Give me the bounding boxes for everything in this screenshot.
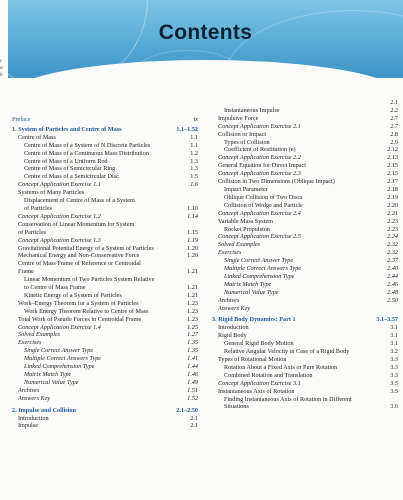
toc-entry-page: 2.12 [387, 146, 398, 154]
toc-entry-page: 3.3 [390, 356, 398, 363]
page-title: Contents [158, 21, 253, 44]
toc-entry-page: 3.1–3.57 [376, 316, 398, 324]
toc-entry-page: 3.5 [390, 379, 398, 387]
toc-entry-title: Centre of Mass of a Uniform Rod [24, 157, 108, 165]
toc-entry-page: 2.9 [390, 138, 398, 146]
toc-entry-title: Oblique Collision of Two Discs [224, 193, 303, 201]
toc-entry[interactable] [12, 331, 198, 339]
toc-entry-page: 2.1 [190, 414, 198, 422]
toc-entry[interactable] [12, 181, 198, 189]
toc-entry[interactable] [212, 131, 398, 139]
toc-entry-title: Instantaneous Axis of Rotation [218, 387, 295, 395]
toc-entry-page: 2.37 [387, 257, 398, 265]
toc-entry[interactable] [12, 292, 198, 300]
toc-entry[interactable] [12, 395, 198, 403]
toc-entry-title: Types of Rotational Motion [218, 356, 287, 363]
toc-entry-page: 3.2 [390, 348, 398, 356]
toc-entry-title: Rotation About a Fixed Axis or Pure Rotation [224, 363, 338, 371]
toc-entry-page: 1.21 [187, 284, 198, 292]
toc-entry-page: 2.17 [387, 178, 398, 186]
toc-entry-page: 1.23 [187, 299, 198, 307]
toc-entry-title: Systems of Many Particles [18, 189, 85, 197]
toc-entry-title: Centre of Mass of a System of N Discrete Particles [24, 141, 151, 149]
toc-entry-title: Displacement of Centre of Mass of a System [24, 197, 135, 205]
toc-entry-title: Concept Application Exercise 1.1 [18, 181, 101, 189]
toc-entry-page: 2.24 [387, 233, 398, 241]
toc-entry-page: 2.8 [390, 130, 398, 138]
toc-entry-title: Total Work of Pseudo Forces in Centroidal Frame [18, 315, 142, 323]
toc-entry[interactable] [12, 150, 198, 158]
toc-entry-page: 1.23 [187, 315, 198, 323]
toc-entry[interactable] [12, 415, 198, 423]
toc-entry-title: Combined Rotation and Translation [224, 371, 313, 379]
toc-entry-title: Rigid Body [218, 332, 247, 340]
toc-entry[interactable] [12, 173, 198, 181]
toc-entry[interactable] [212, 265, 398, 273]
toc-entry[interactable] [212, 99, 398, 107]
toc-entry[interactable] [12, 260, 198, 268]
toc-entry[interactable] [212, 364, 398, 372]
toc-entry[interactable] [12, 165, 198, 173]
toc-entry-page: 1.6 [190, 181, 198, 189]
toc-entry[interactable] [12, 221, 198, 229]
toc-entry-page: 1.52 [187, 394, 198, 402]
toc-entry-title: Gravitational Potential Energy of a System of Particles [18, 244, 154, 252]
toc-entry-title: Situations [224, 403, 249, 411]
toc-entry-title: Concept Application Exercise 2.2 [218, 154, 301, 162]
toc-entry[interactable] [12, 134, 198, 142]
toc-entry[interactable] [212, 233, 398, 241]
toc-entry[interactable] [212, 356, 398, 364]
toc-entry[interactable] [212, 241, 398, 249]
toc-entry-page: 2.7 [390, 122, 398, 130]
toc-entry-title: to Centre of Mass Frame [24, 284, 86, 292]
toc-entry[interactable] [212, 154, 398, 162]
toc-entry-title: Linked Comprehension Type [24, 363, 95, 371]
toc-entry[interactable] [12, 363, 198, 371]
toc-entry[interactable] [212, 297, 398, 305]
toc-entry[interactable] [12, 347, 198, 355]
toc-entry-page: 1.2 [190, 149, 198, 157]
toc-entry-title: Centre of Mass of a Continuous Mass Distribution [24, 149, 149, 157]
toc-entry-page: 1.1 [190, 133, 198, 141]
toc-entry[interactable] [212, 305, 398, 313]
toc-entry[interactable] [12, 189, 198, 197]
toc-entry-page: 2.15 [387, 162, 398, 170]
edge-mark: 6 [0, 73, 3, 78]
toc-entry-page: 3.1 [390, 332, 398, 340]
toc-entry-page: 3.3 [390, 371, 398, 379]
toc-entry-title: Preface [12, 116, 31, 123]
toc-entry-page: 2.2 [390, 106, 398, 114]
toc-entry-page: 2.23 [387, 217, 398, 225]
toc-entry-title: Answers Key [218, 304, 251, 312]
toc-entry-page: 3.1 [390, 324, 398, 332]
toc-entry-title: Kinetic Energy of a System of Particles [24, 291, 122, 299]
toc-entry-page: 2.1 [190, 422, 198, 430]
toc-entry[interactable] [212, 170, 398, 178]
toc-entry-title: Impulse [18, 422, 38, 430]
toc-entry-page: 1.20 [187, 244, 198, 252]
toc-entry-page: 2.18 [387, 185, 398, 193]
toc-chapter-heading[interactable] [12, 126, 198, 134]
toc-right-column [212, 99, 398, 411]
toc-chapter-heading[interactable] [212, 316, 398, 324]
toc-entry-title: Multiple Correct Answers Type [224, 265, 302, 273]
toc-entry-title: Concept Application Exercise 1.3 [18, 236, 101, 244]
edge-mark: ε [0, 59, 3, 64]
toc-entry[interactable] [12, 324, 198, 332]
toc-entry-page: 2.40 [387, 265, 398, 273]
toc-entry[interactable] [212, 226, 398, 234]
toc-entry-title: Concept Application Exercise 2.3 [218, 170, 301, 178]
toc-entry-title: Matrix Match Type [224, 280, 272, 288]
toc-entry[interactable] [212, 273, 398, 281]
toc-entry-title: Coefficient of Restitution (e) [224, 146, 296, 154]
toc-entry[interactable] [12, 252, 198, 260]
toc-entry-title: Finding Instantaneous Axis of Rotation in Different [224, 395, 352, 403]
toc-entry-title: Archives [18, 386, 40, 394]
toc-entry-list [12, 126, 198, 430]
toc-entry-title: Solved Examples [18, 331, 61, 339]
toc-entry-page: 1.15 [187, 228, 198, 236]
toc-entry-title: Concept Application Exercise 2.4 [218, 209, 301, 217]
toc-entry[interactable] [12, 422, 198, 430]
toc-entry-page: 1.27 [187, 331, 198, 339]
toc-entry[interactable] [212, 218, 398, 226]
toc-left-column [12, 111, 198, 430]
toc-entry-page: 2.44 [387, 272, 398, 280]
toc-entry-title: of Particles [24, 204, 53, 212]
toc-entry-title: Centre of Mass Frame of Reference or Centroidal [18, 260, 141, 268]
toc-entry-title: Collision or Impact [218, 130, 267, 138]
toc-entry-page: 1.1–1.52 [176, 125, 198, 133]
toc-entry-title: Variable Mass System [218, 217, 273, 225]
toc-entry-page: 2.13 [387, 154, 398, 162]
toc-entry-title: Linked Comprehension Type [224, 272, 295, 280]
toc-entry-preface[interactable] [12, 116, 198, 124]
toc-entry[interactable] [12, 387, 198, 395]
toc-entry-title: Concept Application Exercise 2.1 [218, 122, 301, 130]
toc-entry[interactable] [12, 213, 198, 221]
toc-entry[interactable] [12, 229, 198, 237]
toc-entry-page: 1.14 [187, 212, 198, 220]
toc-entry[interactable] [212, 194, 398, 202]
toc-entry[interactable] [12, 197, 198, 205]
toc-entry-title: Introduction [18, 414, 49, 422]
toc-entry-title: 1. System of Particles and Centre of Mass [12, 125, 122, 133]
toc-entry-page: 1.46 [187, 371, 198, 378]
toc-entry-page: 1.5 [190, 173, 198, 181]
toc-entry[interactable] [12, 355, 198, 363]
toc-entry-page: 2.21 [387, 209, 398, 217]
toc-entry-page: 1.19 [187, 236, 198, 244]
toc-entry-page: 2.48 [387, 288, 398, 296]
toc-entry[interactable] [12, 284, 198, 292]
toc-entry[interactable] [12, 379, 198, 387]
toc-entry-title: Centre of Mass of a Semicircular Disc [24, 173, 119, 181]
toc-entry[interactable] [212, 396, 398, 404]
toc-entry-page: 1.51 [187, 386, 198, 394]
toc-entry-title: Solved Examples [218, 241, 261, 249]
toc-entry-list [212, 99, 398, 411]
toc-entry-page: 2.1 [390, 99, 398, 106]
toc-entry-page: 2.50 [387, 296, 398, 304]
toc-entry-page: 2.20 [387, 201, 398, 209]
toc-entry-page: 1.25 [187, 323, 198, 331]
toc-entry-title: Concept Application Exercise 3.1 [218, 379, 301, 387]
toc-entry[interactable] [12, 276, 198, 284]
toc-entry-title: Instantaneous Impulse [224, 106, 280, 114]
toc-entry-page: 1.41 [187, 355, 198, 363]
toc-entry-title: Mechanical Energy and Non-Conservative Force [18, 252, 140, 260]
toc-entry-title: Numerical Value Type [224, 288, 279, 296]
toc-entry-title: Exercises [18, 339, 42, 347]
toc-entry-title: Rocket Propulsion [224, 225, 270, 233]
toc-entry-title: Linear Momentum of Two Particles System Relative [24, 276, 155, 284]
toc-entry-title: of Particles [18, 228, 47, 236]
toc-entry-page: 3.6 [390, 403, 398, 411]
toc-entry-title: Single Correct Answer Type [224, 257, 294, 265]
contents-banner [8, 0, 403, 78]
toc-entry-title: Concept Application Exercise 1.4 [18, 323, 101, 331]
toc-entry-title: Work Energy Theorem Relative to Centre of Mass [24, 307, 149, 315]
toc-entry[interactable] [12, 245, 198, 253]
toc-entry-page: 1.1 [190, 141, 198, 149]
toc-entry-page: 3.3 [390, 363, 398, 371]
toc-entry-title: Impact Parameter [224, 185, 268, 193]
toc-entry-page: 2.46 [387, 280, 398, 288]
toc-entry[interactable] [212, 348, 398, 356]
toc-entry-title: Frame [18, 268, 34, 276]
toc-entry-title: 2. Impulse and Collision [12, 406, 76, 414]
toc-entry[interactable] [212, 281, 398, 289]
toc-entry-page: 1.21 [187, 291, 198, 299]
toc-entry[interactable] [212, 162, 398, 170]
toc-entry-title: Conservation of Linear Momentum for System [18, 220, 135, 228]
toc-entry[interactable] [212, 257, 398, 265]
toc-entry-title: Collision in Two Dimensions (Oblique Impact) [218, 178, 335, 186]
toc-entry-title: Answers Key [18, 394, 51, 402]
toc-entry[interactable] [212, 146, 398, 154]
toc-entry-title: Matrix Match Type [24, 371, 72, 378]
toc-entry-title: Collision of Wedge and Particle [224, 201, 303, 209]
toc-entry-title: Archives [218, 296, 240, 304]
toc-entry-page: 1.21 [187, 268, 198, 276]
toc-entry-page: 1.35 [187, 339, 198, 347]
toc-entry[interactable] [212, 403, 398, 411]
toc-entry-title: General Rigid Body Motion [224, 340, 294, 348]
toc-entry[interactable] [212, 139, 398, 147]
toc-entry-page: 2.15 [387, 170, 398, 178]
toc-entry-page: 2.1–2.50 [176, 406, 198, 414]
toc-entry-page: 2.7 [390, 114, 398, 122]
toc-entry[interactable] [12, 308, 198, 316]
toc-entry-page: 1.23 [187, 307, 198, 315]
edge-mark: α [0, 66, 3, 71]
toc-entry-title: 3. Rigid Body Dynamics: Part 1 [212, 316, 296, 324]
toc-entry-title: Single Correct Answer Type [24, 347, 94, 355]
toc-entry[interactable] [12, 316, 198, 324]
toc-entry[interactable] [12, 339, 198, 347]
toc-entry[interactable] [212, 186, 398, 194]
toc-entry[interactable] [212, 115, 398, 123]
toc-entry-page: 2.23 [387, 225, 398, 233]
toc-entry-page: 3.5 [390, 387, 398, 395]
toc-entry[interactable] [212, 372, 398, 380]
toc-entry[interactable] [212, 178, 398, 186]
toc-entry[interactable] [212, 332, 398, 340]
toc-entry-title: Concept Application Exercise 2.5 [218, 233, 301, 241]
toc-entry-title: Multiple Correct Answers Type [24, 355, 102, 363]
toc-entry[interactable] [212, 388, 398, 396]
toc-entry[interactable] [12, 142, 198, 150]
toc-entry-page: 1.44 [187, 363, 198, 371]
toc-entry[interactable] [212, 107, 398, 115]
toc-entry-title: Types of Collision [224, 138, 270, 146]
toc-entry-page: ix [193, 116, 198, 123]
toc-entry[interactable] [212, 324, 398, 332]
toc-entry-title: Centre of Mass of Semicircular Ring [24, 165, 116, 173]
toc-entry-page: 2.32 [387, 241, 398, 249]
toc-entry-page: 1.3 [190, 157, 198, 165]
toc-entry[interactable] [212, 289, 398, 297]
toc-entry-page: 1.3 [190, 165, 198, 173]
toc-entry-title: Introduction [218, 324, 249, 332]
toc-entry[interactable] [212, 249, 398, 257]
toc-entry-page: 1.10 [187, 204, 198, 212]
toc-entry[interactable] [12, 268, 198, 276]
toc-entry-page: 1.20 [187, 252, 198, 260]
toc-entry-page: 3.1 [390, 340, 398, 348]
toc-entry-page: 1.49 [187, 378, 198, 386]
toc-entry[interactable] [12, 237, 198, 245]
toc-entry[interactable] [12, 205, 198, 213]
toc-entry[interactable] [12, 158, 198, 166]
toc-entry-page: 2.19 [387, 193, 398, 201]
toc-entry[interactable] [212, 380, 398, 388]
toc-entry[interactable] [212, 202, 398, 210]
toc-entry-title: Numerical Value Type [24, 378, 79, 386]
page-edge-marks [0, 58, 3, 79]
toc-entry-title: Centre of Mass [18, 133, 56, 141]
toc-entry-page: 2.32 [387, 249, 398, 257]
toc-entry-title: Work–Energy Theorem for a System of Particles [18, 299, 139, 307]
toc-entry-title: Relative Angular Velocity in Case of a Rigid Body [224, 348, 350, 356]
toc-entry-title: General Equation for Direct Impact [218, 162, 306, 170]
toc-entry[interactable] [212, 340, 398, 348]
toc-entry-title: Concept Application Exercise 1.2 [18, 212, 101, 220]
toc-chapter-heading[interactable] [12, 407, 198, 415]
toc-entry-title: Impulsive Force [218, 114, 259, 122]
toc-entry[interactable] [12, 371, 198, 379]
toc-entry-page: 1.35 [187, 347, 198, 355]
toc-entry[interactable] [212, 123, 398, 131]
toc-entry[interactable] [212, 210, 398, 218]
toc-entry[interactable] [12, 300, 198, 308]
toc-entry-title: Exercises [218, 249, 242, 257]
